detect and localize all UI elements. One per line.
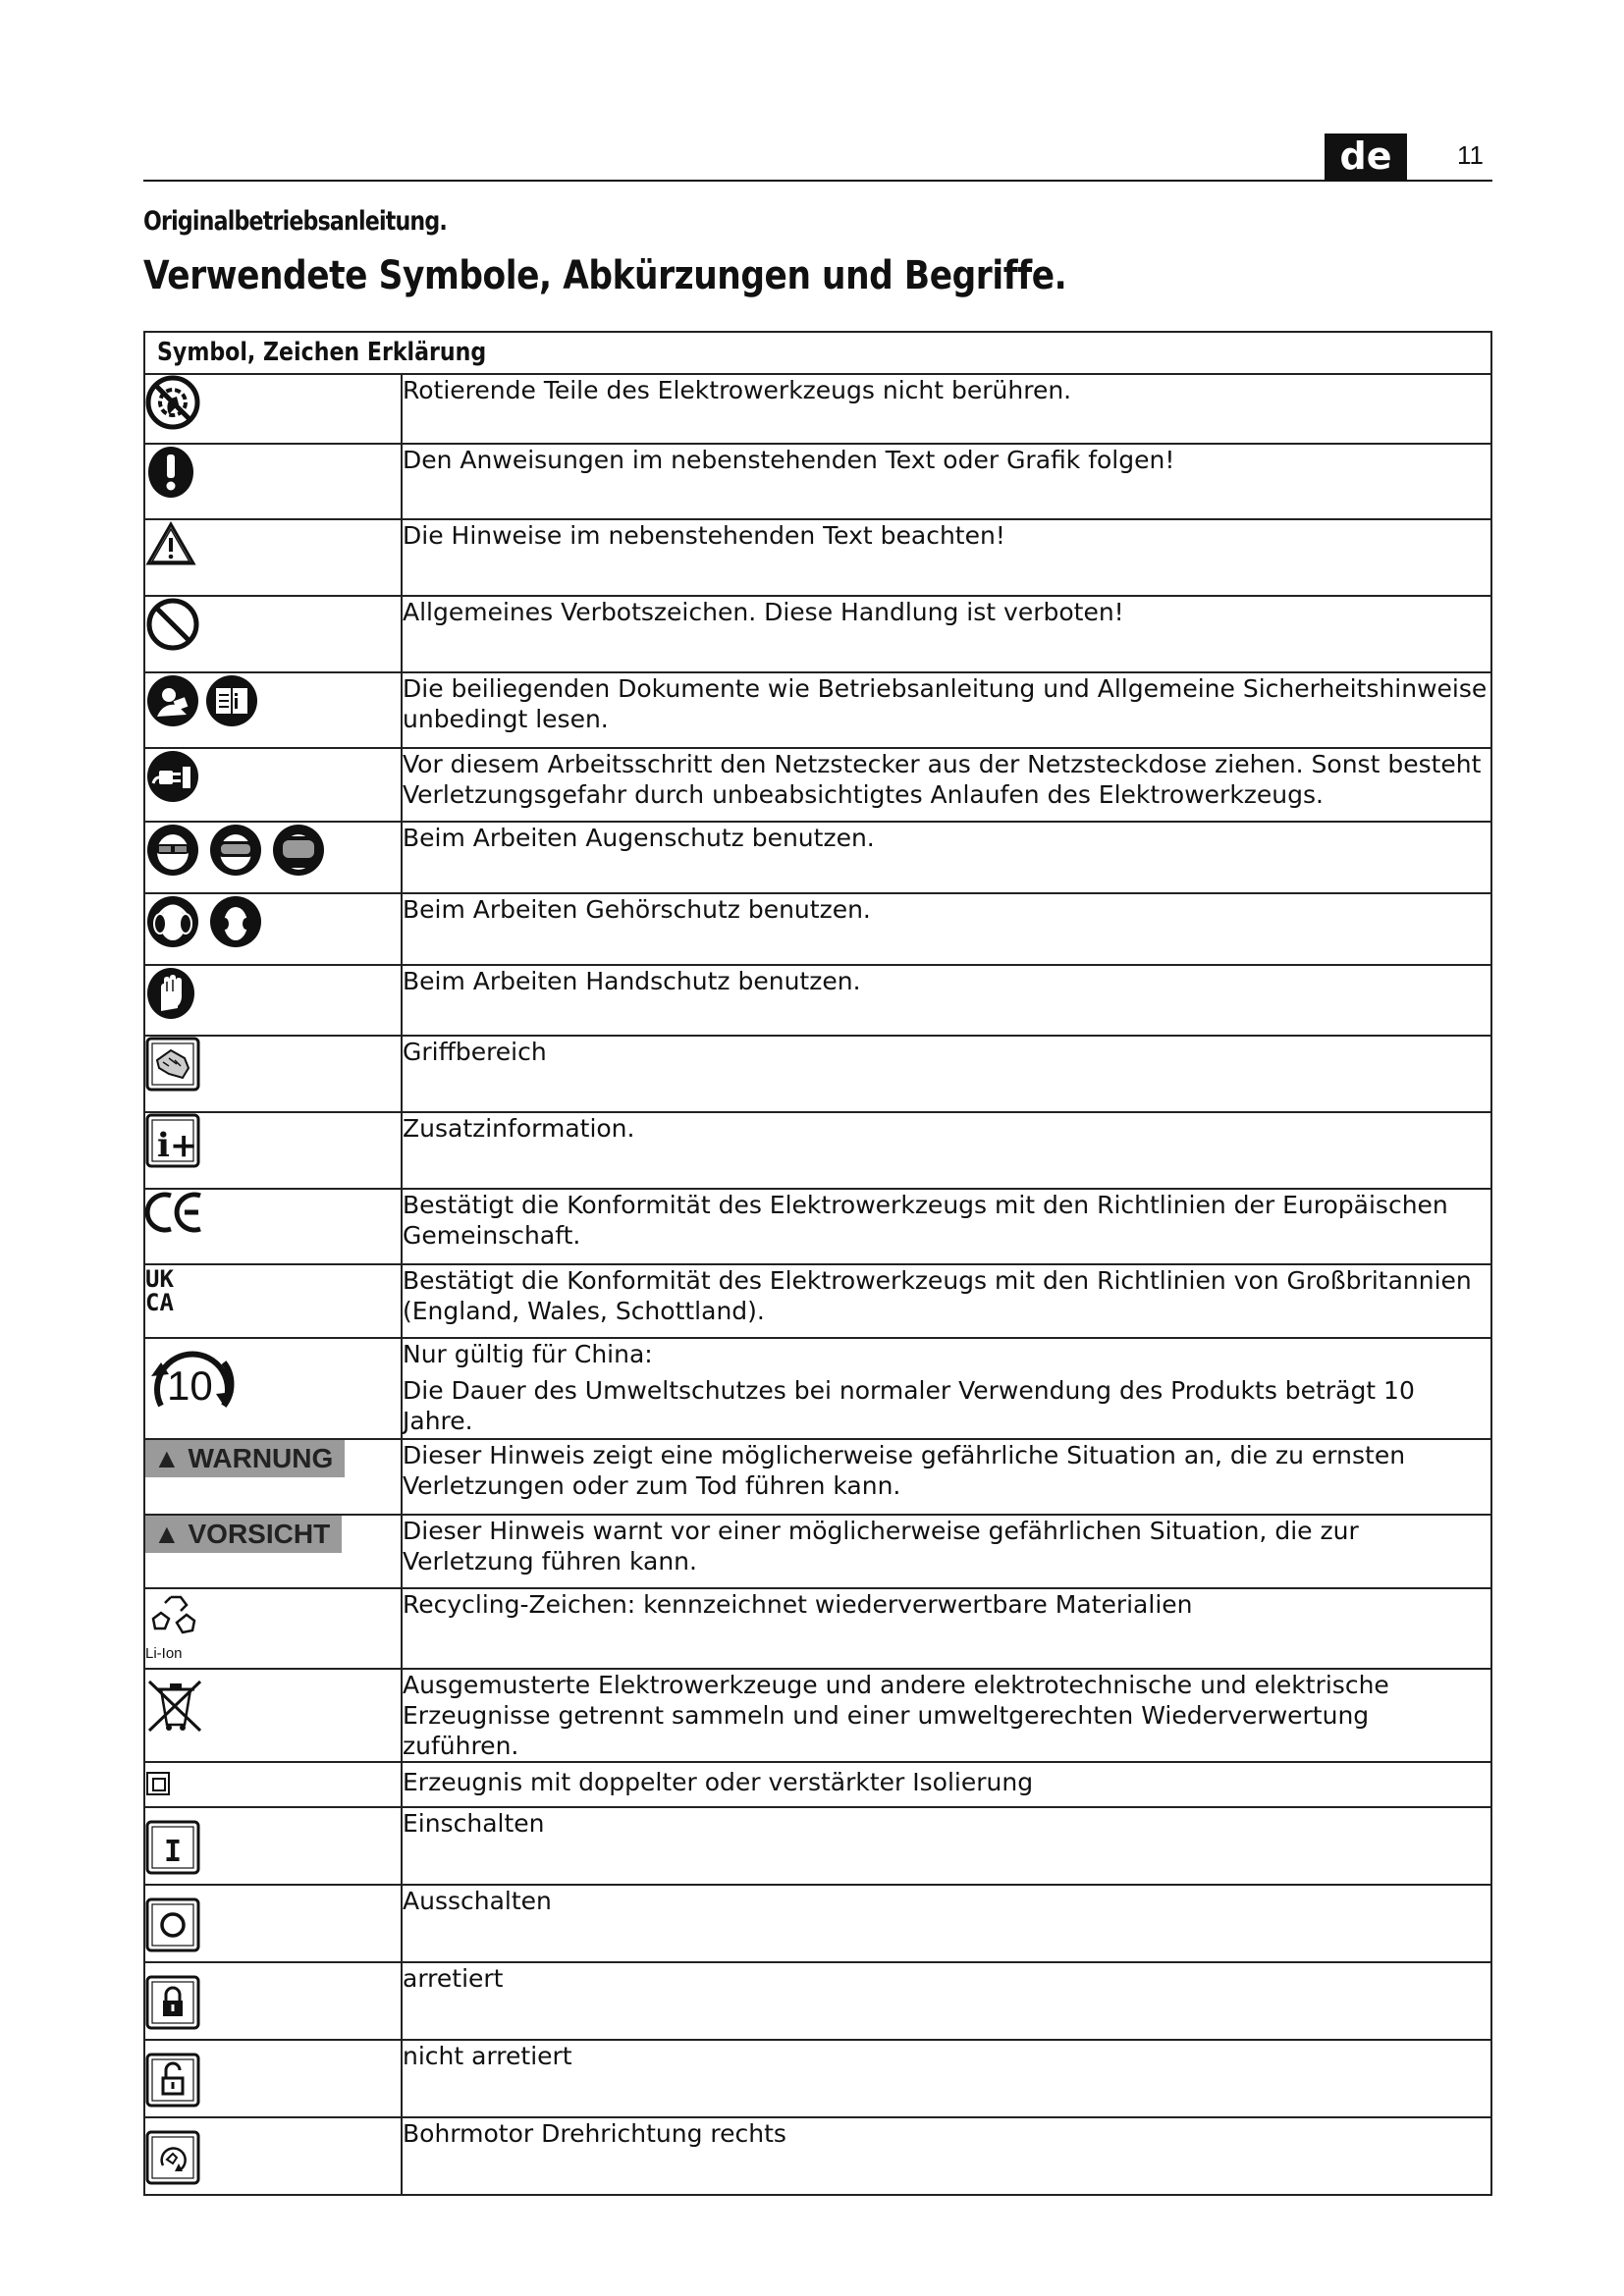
ce-mark-icon	[145, 1190, 204, 1235]
weee-crossed-bin-icon	[145, 1678, 204, 1733]
rotation-right-icon	[145, 2130, 200, 2185]
prohibition-icon	[145, 597, 200, 652]
svg-text:UK: UK	[145, 1265, 174, 1293]
table-row: Ausgemusterte Elektrowerkzeuge und andere elektrotechnische und elektrische Erzeugnisse getrennt sammeln und einer umweltgerechten Wiederverwertung zuführen.	[144, 1669, 1491, 1762]
mandatory-exclamation-icon	[145, 445, 196, 500]
svg-text:I: I	[164, 1835, 183, 1869]
eye-protection-icon	[145, 823, 326, 878]
svg-text:i+: i+	[157, 1126, 198, 1165]
read-manual-icon	[145, 673, 263, 728]
page-number: 11	[1457, 140, 1484, 170]
table-row: Den Anweisungen im nebenstehenden Text oder Grafik folgen!	[144, 444, 1491, 519]
table-row: Griffbereich	[144, 1036, 1491, 1112]
row-description: Rotierende Teile des Elektrowerkzeugs nicht berühren.	[402, 374, 1491, 444]
svg-text:Li-Ion: Li-Ion	[145, 1645, 183, 1662]
table-row: Beim Arbeiten Handschutz benutzen.	[144, 965, 1491, 1036]
info-plus-icon	[145, 1113, 200, 1168]
table-row: arretiert	[144, 1962, 1491, 2040]
switch-off-icon	[145, 1897, 200, 1952]
locked-icon	[145, 1975, 200, 2030]
recycling-li-ion-icon	[145, 1593, 204, 1664]
table-row: Beim Arbeiten Augenschutz benutzen.	[144, 822, 1491, 893]
table-row: i+ Zusatzinformation.	[144, 1112, 1491, 1189]
table-row: 10 Nur gültig für China: Die Dauer des Umweltschutzes bei normaler Verwendung des Produkts beträgt 10 Jahre.	[144, 1338, 1491, 1439]
table-row: Bohrmotor Drehrichtung rechts	[144, 2117, 1491, 2195]
original-label: Originalbetriebsanleitung.	[143, 206, 447, 237]
table-row: Die Hinweise im nebenstehenden Text beachten!	[144, 519, 1491, 596]
table-row: ▲ VORSICHT Dieser Hinweis warnt vor einer möglicherweise gefährlichen Situation, die zur Verletzung führen kann.	[144, 1515, 1491, 1588]
table-row: nicht arretiert	[144, 2040, 1491, 2117]
unlocked-icon	[145, 2053, 200, 2108]
gloves-icon	[145, 966, 196, 1021]
table-row: Ausschalten	[144, 1885, 1491, 1962]
ukca-mark-icon	[145, 1265, 190, 1314]
table-row: Die beiliegenden Dokumente wie Betriebsanleitung und Allgemeine Sicherheitshinweise unbedingt lesen.	[144, 672, 1491, 748]
table-row: I Einschalten	[144, 1807, 1491, 1885]
grip-area-icon	[145, 1037, 200, 1092]
unplug-icon	[145, 749, 200, 804]
no-touch-rotating-icon	[145, 375, 200, 430]
double-insulation-icon	[145, 1771, 171, 1796]
page-title: Verwendete Symbole, Abkürzungen und Begriffe.	[143, 253, 1067, 298]
header-rule	[143, 180, 1492, 182]
table-header-row	[144, 332, 1491, 374]
table-row	[144, 374, 1491, 444]
hearing-protection-icon	[145, 894, 263, 949]
china-10-years-icon	[145, 1339, 240, 1429]
symbol-table	[143, 331, 1492, 2196]
language-badge: de	[1325, 133, 1407, 180]
table-row: Li-Ion Recycling-Zeichen: kennzeichnet wiederverwertbare Materialien	[144, 1588, 1491, 1669]
table-header: Symbol, Zeichen Erklärung	[144, 332, 1491, 374]
vorsicht-label-icon: ▲ VORSICHT	[145, 1516, 342, 1553]
warnung-label-icon: ▲ WARNUNG	[145, 1440, 345, 1477]
switch-on-icon	[145, 1820, 200, 1875]
table-row: Allgemeines Verbotszeichen. Diese Handlung ist verboten!	[144, 596, 1491, 672]
table-row: ▲ WARNUNG Dieser Hinweis zeigt eine möglicherweise gefährliche Situation an, die zu ernsten Verletzungen oder zum Tod führen kann.	[144, 1439, 1491, 1515]
table-row: Bestätigt die Konformität des Elektrowerkzeugs mit den Richtlinien der Europäischen Gemeinschaft.	[144, 1189, 1491, 1264]
table-row: Erzeugnis mit doppelter oder verstärkter Isolierung	[144, 1762, 1491, 1807]
warning-triangle-icon	[145, 520, 196, 567]
table-row: Vor diesem Arbeitsschritt den Netzstecker aus der Netzsteckdose ziehen. Sonst besteht Verletzungsgefahr durch unbeabsichtigtes Anlaufen des Elektrowerkzeugs.	[144, 748, 1491, 822]
svg-text:10: 10	[167, 1362, 213, 1409]
svg-text:CA: CA	[145, 1289, 174, 1314]
table-row: Beim Arbeiten Gehörschutz benutzen.	[144, 893, 1491, 965]
table-row: UK CA Bestätigt die Konformität des Elektrowerkzeugs mit den Richtlinien von Großbritannien (England, Wales, Schottland).	[144, 1264, 1491, 1338]
